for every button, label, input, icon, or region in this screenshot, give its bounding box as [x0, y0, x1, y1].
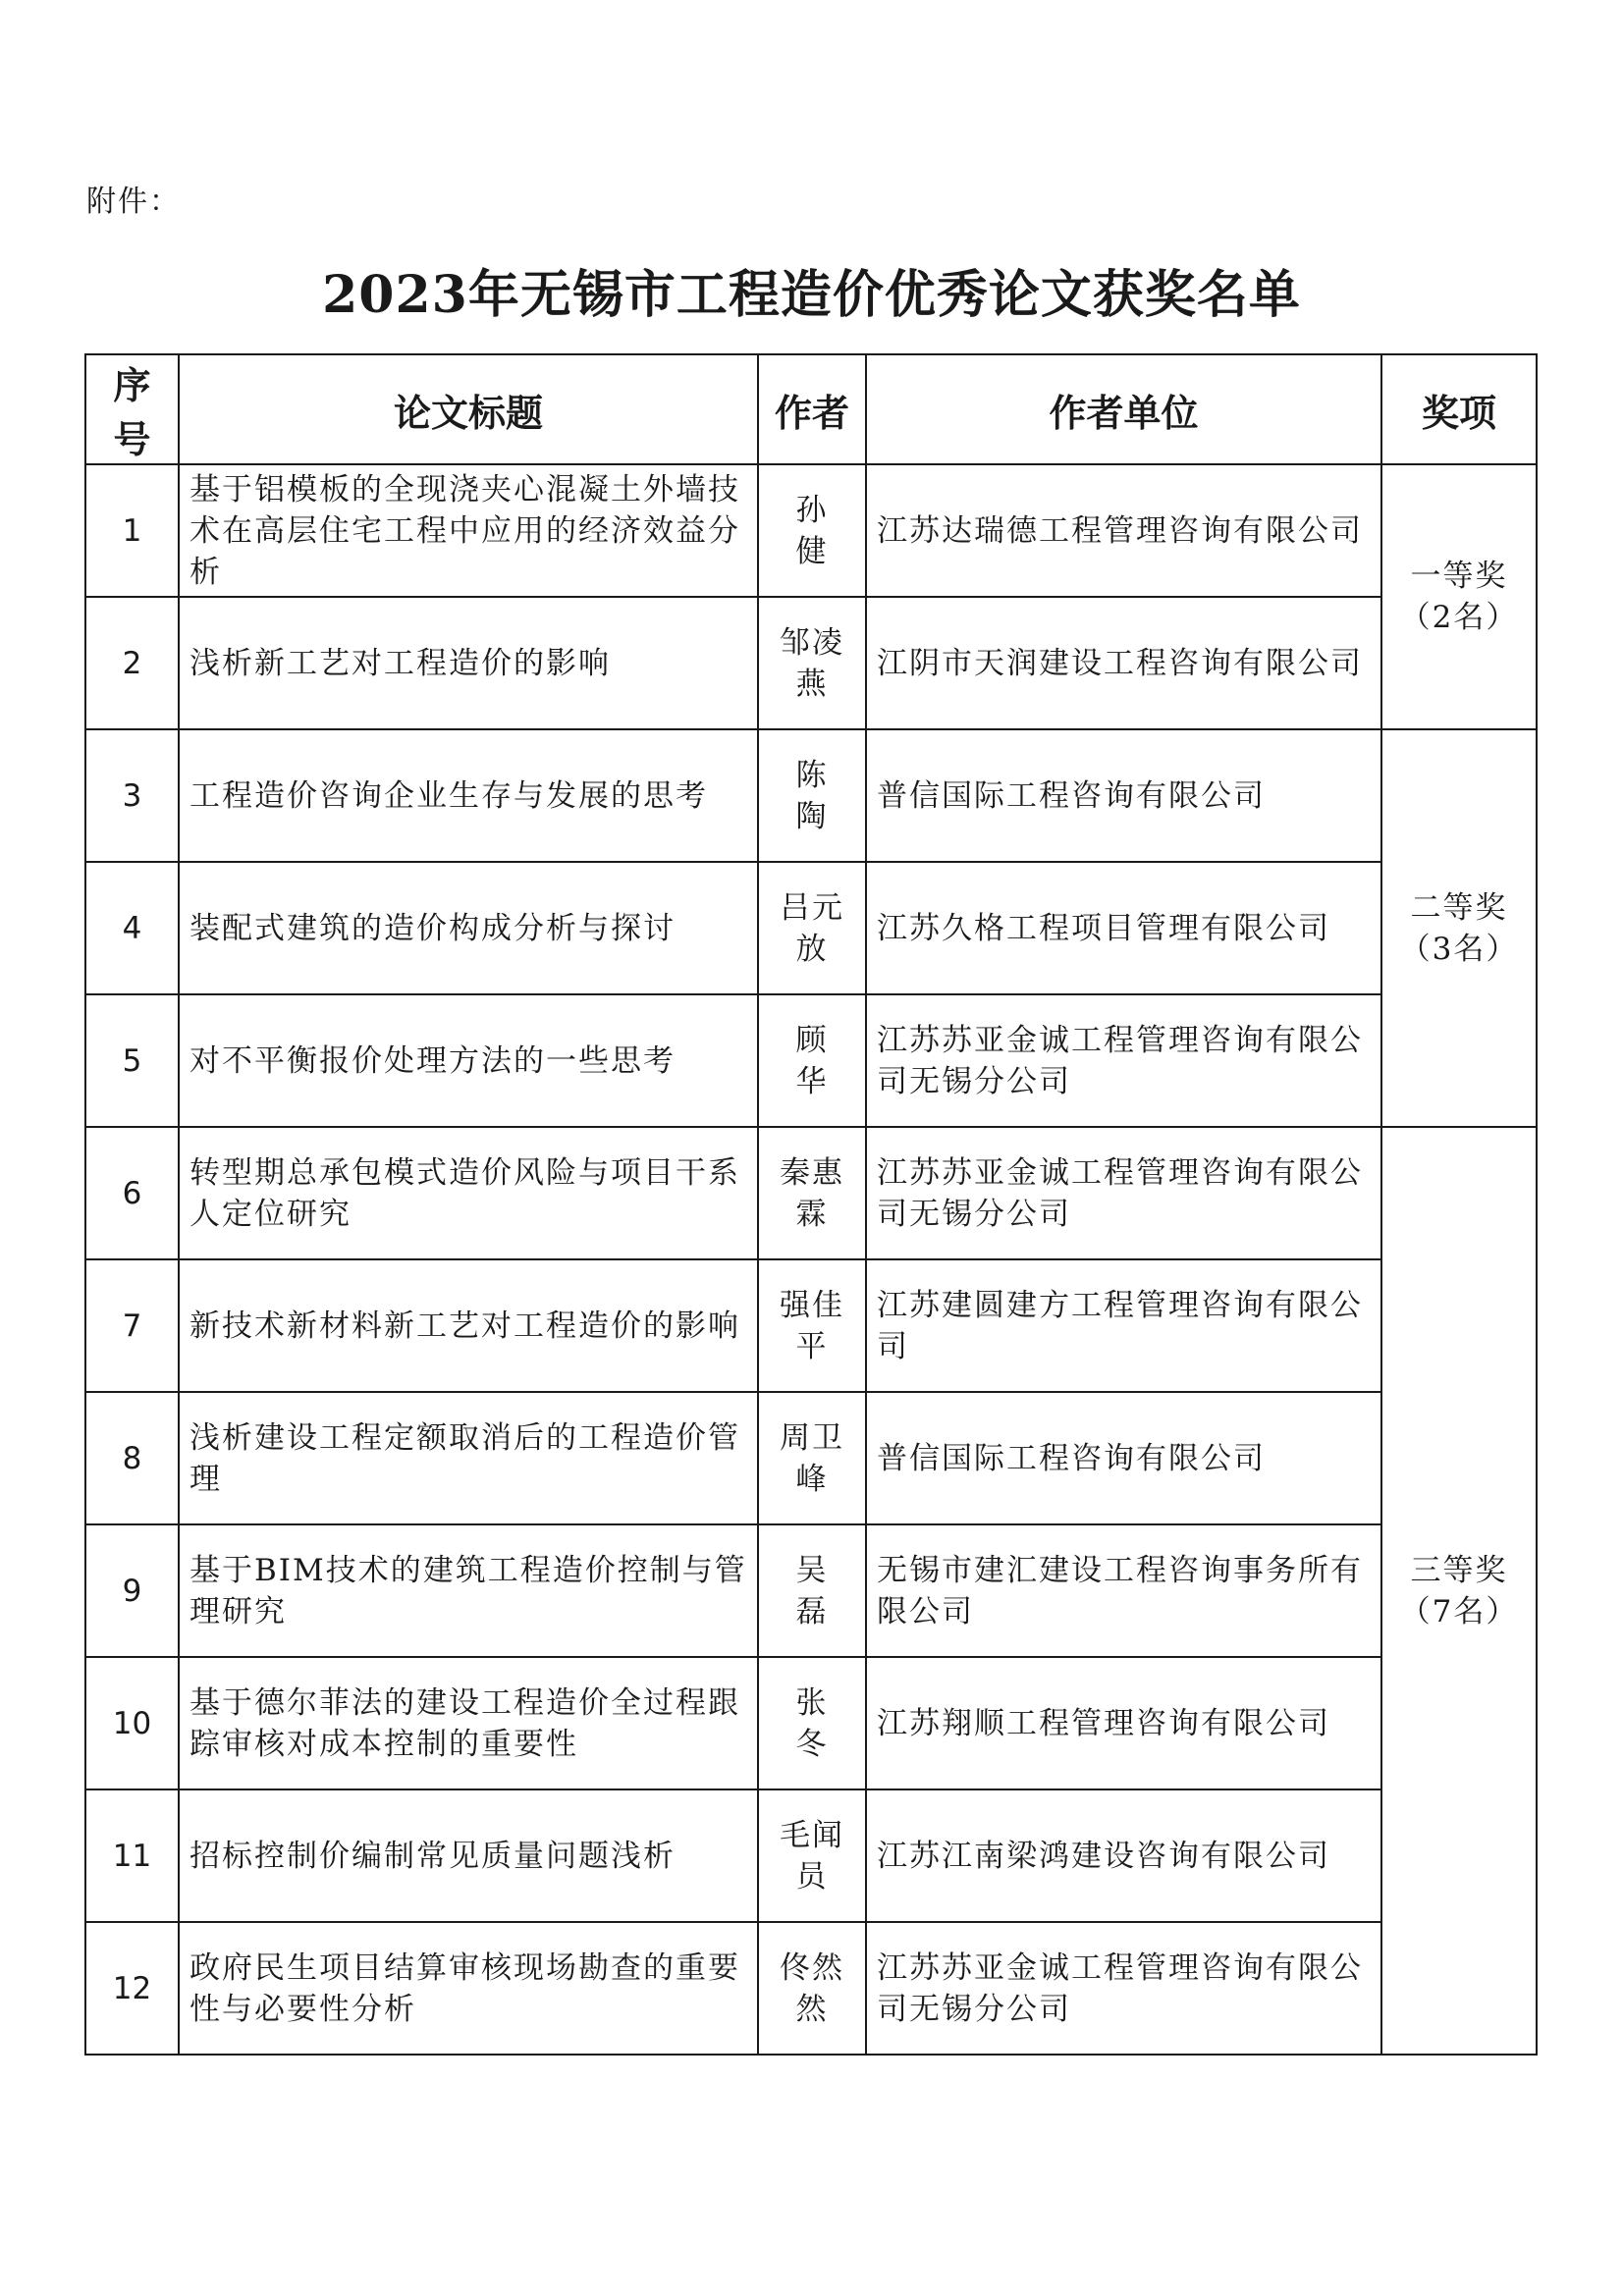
header-seq: 序号: [85, 354, 179, 464]
header-author: 作者: [758, 354, 866, 464]
org-cell: 江苏达瑞德工程管理咨询有限公司: [866, 464, 1381, 597]
seq-cell: 1: [85, 464, 179, 597]
seq-cell: 9: [85, 1524, 179, 1657]
author-cell: 顾 华: [758, 994, 866, 1127]
prize-cell-second: [1381, 729, 1537, 1127]
table-row: [85, 597, 1537, 729]
paper-title-cell: 基于铝模板的全现浇夹心混凝土外墙技术在高层住宅工程中应用的经济效益分析: [179, 464, 758, 597]
org-cell: 普信国际工程咨询有限公司: [866, 729, 1381, 862]
table-row: [85, 862, 1537, 994]
header-prize: 奖项: [1381, 354, 1537, 464]
paper-title-cell: 装配式建筑的造价构成分析与探讨: [179, 862, 758, 994]
table-row: [85, 994, 1537, 1127]
header-org: 作者单位: [866, 354, 1381, 464]
paper-title-cell: 基于德尔菲法的建设工程造价全过程跟踪审核对成本控制的重要性: [179, 1657, 758, 1789]
table-row: [85, 1789, 1537, 1922]
seq-cell: 8: [85, 1392, 179, 1524]
seq-cell: 5: [85, 994, 179, 1127]
prize-count: （3名）: [1399, 931, 1519, 967]
org-cell: 普信国际工程咨询有限公司: [866, 1392, 1381, 1524]
author-cell: 强佳平: [758, 1259, 866, 1392]
paper-title-cell: 浅析建设工程定额取消后的工程造价管理: [179, 1392, 758, 1524]
table-row: [85, 729, 1537, 862]
prize-name: 二等奖: [1410, 889, 1508, 926]
table-header-row: [85, 354, 1537, 464]
seq-cell: 3: [85, 729, 179, 862]
author-cell: 秦惠霖: [758, 1127, 866, 1259]
seq-cell: 12: [85, 1922, 179, 2055]
prize-cell-third: [1381, 1127, 1537, 2055]
author-cell: 邹凌燕: [758, 597, 866, 729]
org-cell: 江苏苏亚金诚工程管理咨询有限公司无锡分公司: [866, 1922, 1381, 2055]
table-row: [85, 1127, 1537, 1259]
org-cell: 江苏江南梁鸿建设咨询有限公司: [866, 1789, 1381, 1922]
prize-name: 三等奖: [1410, 1552, 1508, 1588]
attachment-label: 附件：: [86, 185, 181, 219]
paper-title-cell: 工程造价咨询企业生存与发展的思考: [179, 729, 758, 862]
paper-title-cell: 招标控制价编制常见质量问题浅析: [179, 1789, 758, 1922]
paper-title-cell: 转型期总承包模式造价风险与项目干系人定位研究: [179, 1127, 758, 1259]
author-cell: 毛闻员: [758, 1789, 866, 1922]
author-cell: 孙 健: [758, 464, 866, 597]
author-cell: 周卫峰: [758, 1392, 866, 1524]
prize-count: （7名）: [1399, 1593, 1519, 1629]
org-cell: 江阴市天润建设工程咨询有限公司: [866, 597, 1381, 729]
seq-cell: 10: [85, 1657, 179, 1789]
org-cell: 江苏建圆建方工程管理咨询有限公司: [866, 1259, 1381, 1392]
paper-title-cell: 对不平衡报价处理方法的一些思考: [179, 994, 758, 1127]
seq-cell: 7: [85, 1259, 179, 1392]
seq-cell: 6: [85, 1127, 179, 1259]
org-cell: 江苏苏亚金诚工程管理咨询有限公司无锡分公司: [866, 994, 1381, 1127]
seq-cell: 4: [85, 862, 179, 994]
author-cell: 张 冬: [758, 1657, 866, 1789]
awards-table: [84, 353, 1538, 2056]
prize-count: （2名）: [1399, 600, 1519, 635]
table-row: [85, 1259, 1537, 1392]
seq-cell: 2: [85, 597, 179, 729]
org-cell: 江苏翔顺工程管理咨询有限公司: [866, 1657, 1381, 1789]
table-row: [85, 1657, 1537, 1789]
org-cell: 江苏苏亚金诚工程管理咨询有限公司无锡分公司: [866, 1127, 1381, 1259]
org-cell: 无锡市建汇建设工程咨询事务所有限公司: [866, 1524, 1381, 1657]
paper-title-cell: 政府民生项目结算审核现场勘查的重要性与必要性分析: [179, 1922, 758, 2055]
table-row: [85, 1392, 1537, 1524]
header-paper-title: 论文标题: [179, 354, 758, 464]
prize-name: 一等奖: [1410, 559, 1508, 594]
paper-title-cell: 基于BIM技术的建筑工程造价控制与管理研究: [179, 1524, 758, 1657]
table-row: [85, 1922, 1537, 2055]
org-cell: 江苏久格工程项目管理有限公司: [866, 862, 1381, 994]
paper-title-cell: 新技术新材料新工艺对工程造价的影响: [179, 1259, 758, 1392]
table-row: [85, 464, 1537, 597]
author-cell: 佟然然: [758, 1922, 866, 2055]
seq-cell: 11: [85, 1789, 179, 1922]
author-cell: 陈 陶: [758, 729, 866, 862]
paper-title-cell: 浅析新工艺对工程造价的影响: [179, 597, 758, 729]
author-cell: 吕元放: [758, 862, 866, 994]
prize-cell-first: [1381, 464, 1537, 729]
author-cell: 吴 磊: [758, 1524, 866, 1657]
document-title: 2023年无锡市工程造价优秀论文获奖名单: [322, 265, 1301, 325]
table-row: [85, 1524, 1537, 1657]
